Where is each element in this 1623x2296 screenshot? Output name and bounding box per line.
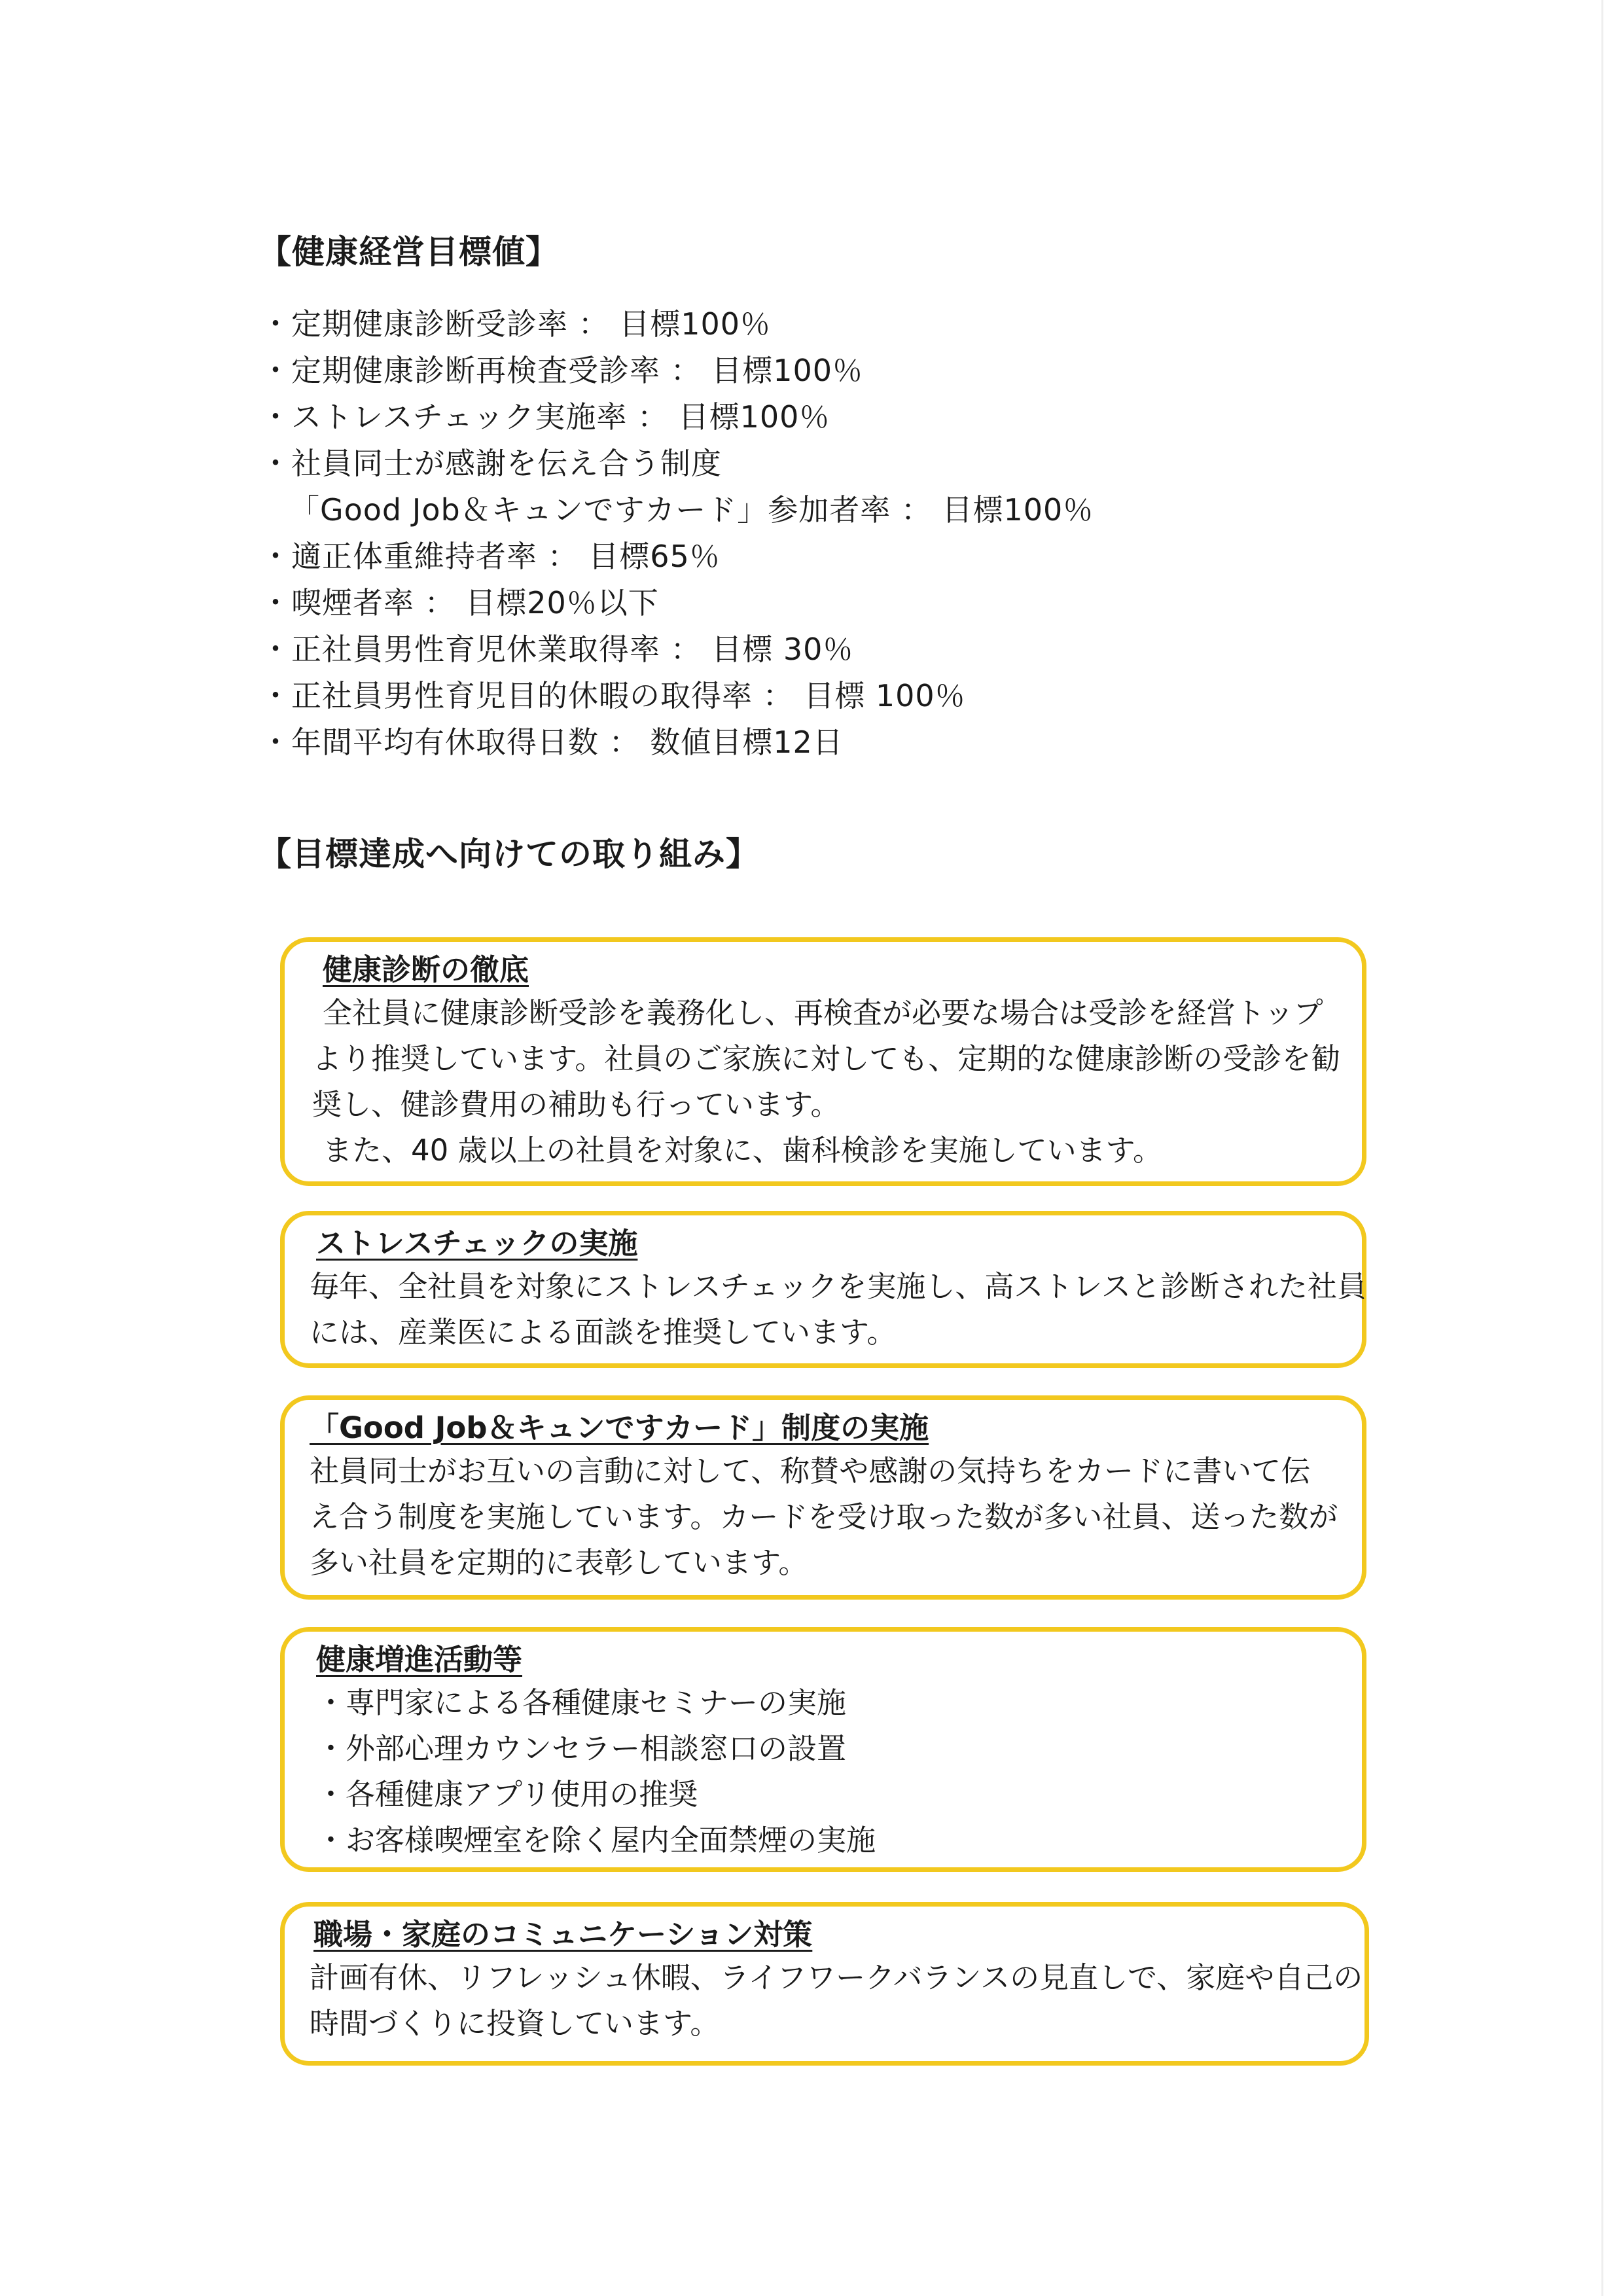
card-text-line: には、産業医による面談を推奨しています。 [310,1315,897,1350]
goal-item: ・定期健康診断受診率 ： 目標100％ [260,306,772,342]
card-title: 「Good Job＆キュンですカード」制度の実施 [310,1410,929,1445]
card-text-line: 社員同士がお互いの言動に対して、称賛や感謝の気持ちをカードに書いて伝 [310,1454,1311,1488]
initiative-card-communication [280,1902,1369,2066]
initiatives-heading: 【目標達成へ向けての取り組み】 [259,835,759,873]
card-text-line: ・専門家による各種健康セミナーの実施 [316,1685,847,1720]
initiative-card-good-job-card [280,1395,1366,1600]
card-text-line: え合う制度を実施しています。カードを受け取った数が多い社員、送った数が [310,1499,1338,1534]
goal-item: ・適正体重維持者率 ： 目標65％ [260,539,721,574]
card-text-line: ・お客様喫煙室を除く屋内全面禁煙の実施 [316,1823,876,1857]
card-text-line: 計画有休、リフレッシュ休暇、ライフワークバランスの見直しで、家庭や自己の [310,1960,1363,1995]
card-title: ストレスチェックの実施 [316,1226,638,1261]
goal-item: ・定期健康診断再検査受診率 ： 目標100％ [260,353,864,388]
card-text-line: 時間づくりに投資しています。 [310,2006,720,2041]
goal-item: ・社員同士が感謝を伝え合う制度 [260,446,722,481]
goal-item: ・ストレスチェック実施率 ： 目標100％ [260,399,830,435]
goal-item-continued: 「Good Job＆キュンですカード」参加者率 ： 目標100％ [289,492,1094,528]
card-title: 職場・家庭のコミュニケーション対策 [313,1917,813,1952]
goals-heading: 【健康経営目標値】 [259,233,559,271]
goal-item: ・正社員男性育児休業取得率 ： 目標 30％ [260,632,854,667]
card-text-line: また、40 歳以上の社員を対象に、歯科検診を実施しています。 [323,1133,1162,1168]
goal-item: ・正社員男性育児目的休暇の取得率 ： 目標 100％ [260,678,966,713]
initiative-card-health-checkup [280,937,1366,1186]
card-title: 健康診断の徹底 [323,952,529,987]
card-text-line: ・各種健康アプリ使用の推奨 [316,1777,698,1812]
card-text-line: より推奨しています。社員のご家族に対しても、定期的な健康診断の受診を勧 [312,1041,1341,1076]
goal-item: ・喫煙者率 ： 目標20％以下 [260,585,659,620]
card-text-line: 毎年、全社員を対象にストレスチェックを実施し、高ストレスと診断された社員 [310,1269,1367,1304]
initiative-card-stress-check [280,1211,1366,1368]
goal-list [260,301,1094,766]
initiative-card-health-promotion [280,1627,1366,1872]
goal-item: ・年間平均有休取得日数 ： 数値目標12日 [260,725,844,760]
scan-edge [1601,0,1603,2296]
card-text-line: 奨し、健診費用の補助も行っています。 [312,1087,840,1122]
card-text-line: 多い社員を定期的に表彰しています。 [310,1545,808,1580]
card-text-line: ・外部心理カウンセラー相談窓口の設置 [316,1731,847,1766]
card-text-line: 全社員に健康診断受診を義務化し、再検査が必要な場合は受診を経営トップ [323,996,1323,1030]
card-title: 健康増進活動等 [316,1642,523,1677]
